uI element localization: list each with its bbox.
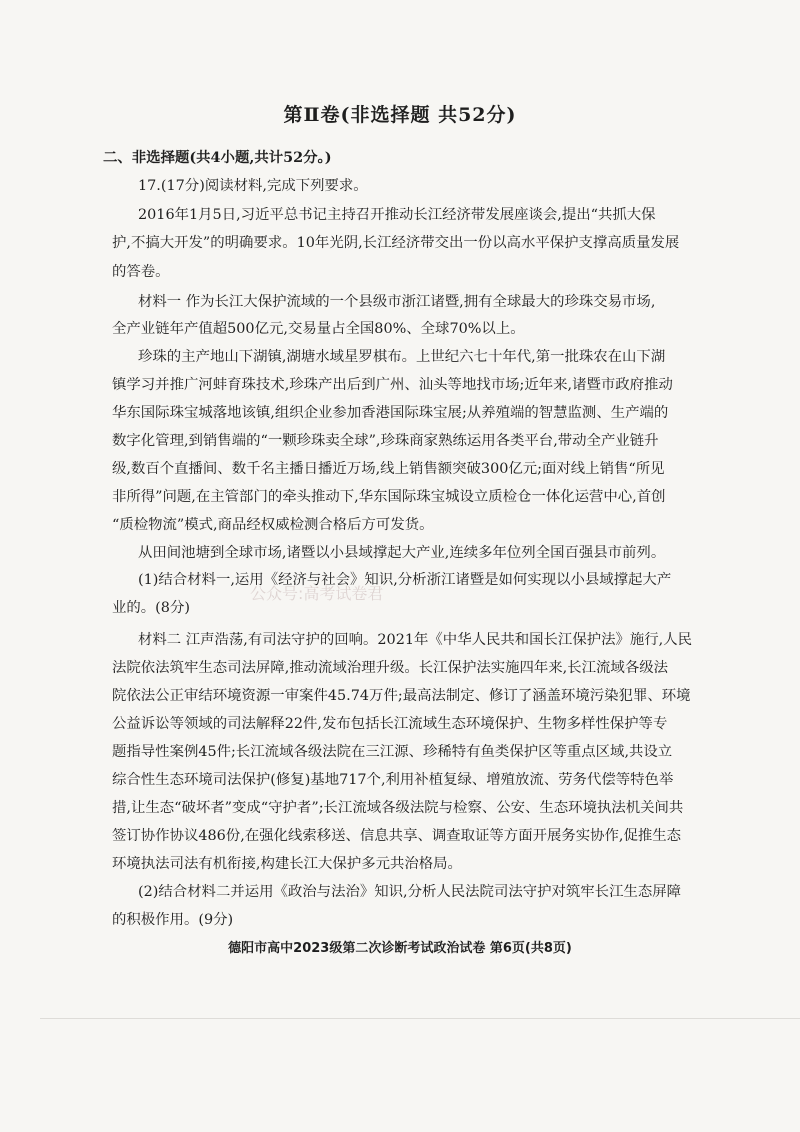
section-heading: 二、非选择题(共4小题,共计52分。) <box>103 149 332 166</box>
material2-line: 签订协作协议486份,在强化线索移送、信息共享、调查取证等方面开展务实协作,促推生态 <box>112 828 682 844</box>
material1-line: 华东国际珠宝城落地该镇,组织企业参加香港国际珠宝展;从养殖端的智慧监测、生产端的 <box>112 405 669 421</box>
material1-line: 全产业链年产值超500亿元,交易量占全国80%、全球70%以上。 <box>112 321 525 337</box>
page-footer: 德阳市高中2023级第二次诊断考试政治试卷 第6页(共8页) <box>228 941 572 956</box>
sub-question-1: 业的。(8分) <box>112 600 190 616</box>
material1-line: 级,数百个直播间、数千名主播日播近万场,线上销售额突破300亿元;面对线上销售“所见 <box>112 461 665 477</box>
material2-line: 环境执法司法有机衔接,构建长江大保护多元共治格局。 <box>112 856 462 872</box>
material1-line: 材料一 作为长江大保护流域的一个县级市浙江诸暨,拥有全球最大的珍珠交易市场, <box>138 294 656 310</box>
material2-line: 题指导性案例45件;长江流域各级法院在三江源、珍稀特有鱼类保护区等重点区域,共设立 <box>112 744 673 760</box>
watermark: 公众号:高考试卷君 <box>250 584 384 603</box>
sub-question-2: (2)结合材料二并运用《政治与法治》知识,分析人民法院司法守护对筑牢长江生态屏障 <box>138 884 682 900</box>
material2-line: 公益诉讼等领域的司法解释22件,发布包括长江流域生态环境保护、生物多样性保护等专 <box>112 716 668 732</box>
material1-line: “质检物流”模式,商品经权威检测合格后方可发货。 <box>112 517 434 533</box>
material2-line: 材料二 江声浩荡,有司法守护的回响。2021年《中华人民共和国长江保护法》施行,人民 <box>138 632 693 648</box>
material2-line: 院依法公正审结环境资源一审案件45.74万件;最高法制定、修订了涵盖环境污染犯罪、环境 <box>112 688 691 704</box>
sub-question-1: (1)结合材料一,运用《经济与社会》知识,分析浙江诸暨是如何实现以小县域撑起大产 <box>138 572 672 588</box>
material2-line: 措,让生态“破坏者”变成“守护者”;长江流域各级法院与检察、公安、生态环境执法机关间共 <box>112 800 684 816</box>
material1-summary: 从田间池塘到全球市场,诸暨以小县域撑起大产业,连续多年位列全国百强县市前列。 <box>138 545 666 561</box>
intro-line: 的答卷。 <box>112 264 170 280</box>
material1-line: 珍珠的主产地山下湖镇,湖塘水域星罗棋布。上世纪六七十年代,第一批珠农在山下湖 <box>138 349 666 365</box>
material1-line: 数字化管理,到销售端的“一颗珍珠卖全球”,珍珠商家熟练运用各类平台,带动全产业链升 <box>112 433 659 449</box>
page-title: 第Ⅱ卷(非选择题 共52分) <box>283 104 517 126</box>
question-17-stem: 17.(17分)阅读材料,完成下列要求。 <box>138 178 368 194</box>
material1-line: 非所得”问题,在主管部门的牵头推动下,华东国际珠宝城设立质检仓一体化运营中心,首创 <box>112 489 666 505</box>
intro-line: 护,不搞大开发”的明确要求。10年光阴,长江经济带交出一份以高水平保护支撑高质量发展 <box>112 235 680 251</box>
intro-line: 2016年1月5日,习近平总书记主持召开推动长江经济带发展座谈会,提出“共抓大保 <box>138 207 656 223</box>
material2-line: 法院依法筑牢生态司法屏障,推动流域治理升级。长江保护法实施四年来,长江流域各级法 <box>112 660 668 676</box>
sub-question-2: 的积极作用。(9分) <box>112 912 234 928</box>
page-bottom-edge <box>40 1018 800 1019</box>
material2-line: 综合性生态环境司法保护(修复)基地717个,利用补植复绿、增殖放流、劳务代偿等特色举 <box>112 772 674 788</box>
material1-line: 镇学习并推广河蚌育珠技术,珍珠产出后到广州、汕头等地找市场;近年来,诸暨市政府推动 <box>112 377 673 393</box>
